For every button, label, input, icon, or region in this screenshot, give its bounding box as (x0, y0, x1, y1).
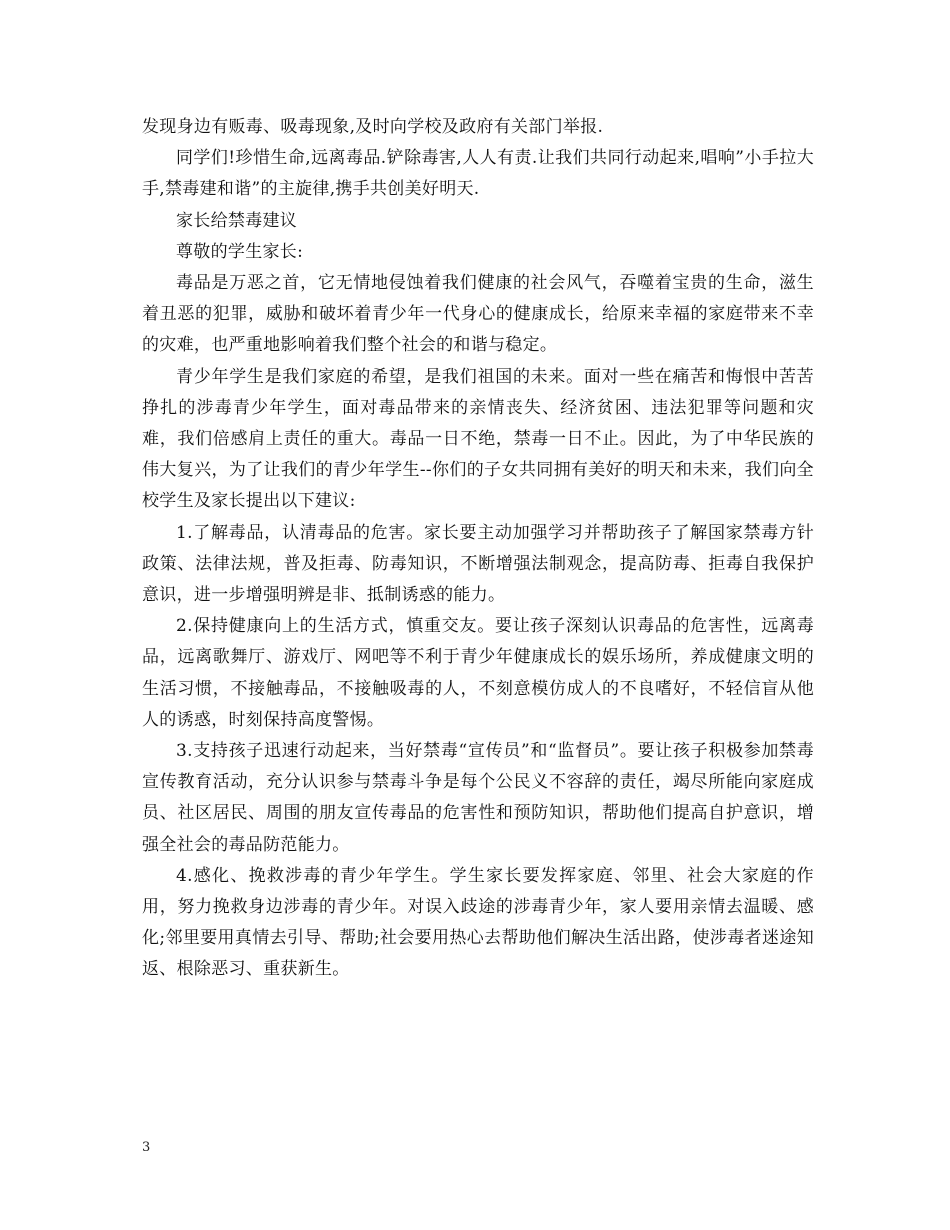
body-paragraph: 青少年学生是我们家庭的希望，是我们祖国的未来。面对一些在痛苦和悔恨中苦苦挣扎的涉毒青少年学生，面对毒品带来的亲情丧失、经济贫困、违法犯罪等问题和灾难，我们倍感肩上责任的重大。毒品一日不绝，禁毒一日不止。因此，为了中华民族的伟大复兴，为了让我们的青少年学生--你们的子女共同拥有美好的明天和未来，我们向全校学生及家长提出以下建议: (142, 366, 814, 512)
suggestion-item-4: 4.感化、挽救涉毒的青少年学生。学生家长要发挥家庭、邻里、社会大家庭的作用，努力挽救身边涉毒的青少年。对误入歧途的涉毒青少年，家人要用亲情去温暖、感化;邻里要用真情去引导、帮助;社会要用热心去帮助他们解决生活出路，使涉毒者迷途知返、根除恶习、重获新生。 (142, 865, 814, 980)
body-paragraph: 毒品是万恶之首，它无情地侵蚀着我们健康的社会风气，吞噬着宝贵的生命，滋生着丑恶的犯罪，威胁和破坏着青少年一代身心的健康成长，给原来幸福的家庭带来不幸的灾难，也严重地影响着我们整个社会的和谐与稳定。 (142, 273, 814, 356)
page-number: 3 (142, 1140, 151, 1155)
body-paragraph: 同学们!珍惜生命,远离毒品.铲除毒害,人人有责.让我们共同行动起来,唱响”小手拉大手,禁毒建和谐”的主旋律,携手共创美好明天. (142, 148, 814, 200)
document-body (142, 112, 814, 986)
section-heading: 家长给禁毒建议 (176, 210, 298, 231)
suggestion-item-3: 3.支持孩子迅速行动起来，当好禁毒“宣传员”和“监督员”。要让孩子积极参加禁毒宣传教育活动，充分认识参与禁毒斗争是每个公民义不容辞的责任，竭尽所能向家庭成员、社区居民、周围的朋友宣传毒品的危害性和预防知识，帮助他们提高自护意识，增强全社会的毒品防范能力。 (142, 741, 814, 855)
suggestion-item-1: 1.了解毒品，认清毒品的危害。家长要主动加强学习并帮助孩子了解国家禁毒方针政策、法律法规，普及拒毒、防毒知识，不断增强法制观念，提高防毒、拒毒自我保护意识，进一步增强明辨是非、抵制诱惑的能力。 (142, 522, 814, 606)
suggestion-item-2: 2.保持健康向上的生活方式，慎重交友。要让孩子深刻认识毒品的危害性，远离毒品，远离歌舞厅、游戏厅、网吧等不利于青少年健康成长的娱乐场所，养成健康文明的生活习惯，不接触毒品，不接触吸毒的人，不刻意模仿成人的不良嗜好，不轻信盲从他人的诱惑，时刻保持高度警惕。 (142, 616, 814, 730)
salutation: 尊敬的学生家长: (176, 241, 304, 262)
body-paragraph: 发现身边有贩毒、吸毒现象,及时向学校及政府有关部门举报. (142, 117, 604, 137)
